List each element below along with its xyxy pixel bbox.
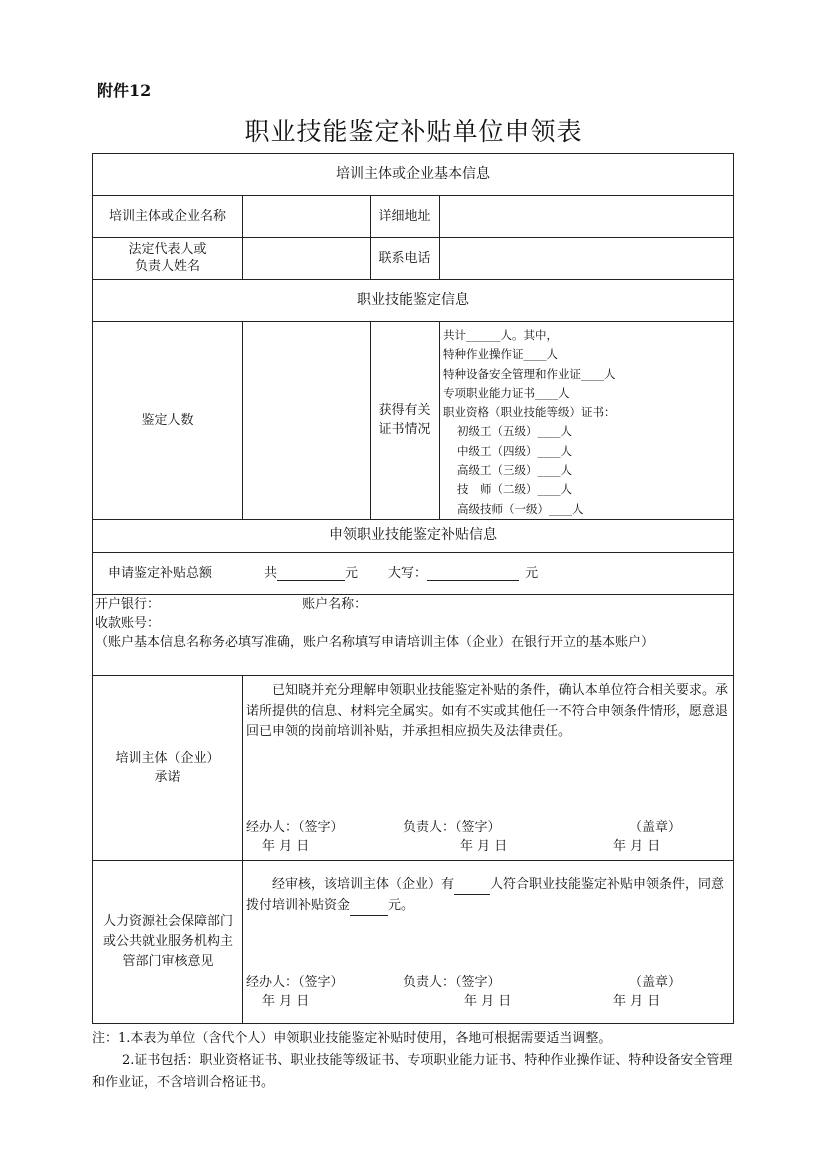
cert-level-4: 中级工（四级）____人 (457, 443, 572, 458)
label-promise (93, 675, 242, 860)
label-review-text: 人力资源社会保障部门或公共就业服务机构主管部门审核意见 (102, 914, 233, 969)
review-leader-sign: 负责人：（签字） (403, 975, 501, 990)
promise-handler-date: 年 月 日 (262, 839, 310, 854)
label-cert-line1: 获得有关 (378, 403, 431, 418)
promise-text: 已知晓并充分理解申领职业技能鉴定补贴的条件，确认本单位符合相关要求。承诺所提供的信息、材料完全属实。如有不实或其他任一不符合申领条件情形，愿意退回已申领的岗前培训补贴，并承担相应损失及法律责任。 (246, 683, 728, 739)
phone-field[interactable] (440, 238, 733, 279)
bank-note: （账户基本信息名称务必填写准确，账户名称填写申请培训主体（企业）在银行开立的基本账户） (95, 635, 655, 650)
review-amount-field[interactable] (350, 901, 388, 916)
review-signatures (246, 973, 728, 1011)
cert-level-2: 技 师（二级）____人 (457, 482, 572, 497)
address-field[interactable] (440, 196, 733, 237)
section-subsidy-info: 申领职业技能鉴定补贴信息 (329, 527, 497, 543)
page-title: 职业技能鉴定补贴单位申领表 (244, 117, 583, 146)
total-amount-words-field[interactable] (427, 566, 519, 581)
label-review (95, 860, 241, 1024)
cert-level-3: 高级工（三级）____人 (457, 463, 572, 478)
label-legal-rep (93, 237, 242, 279)
org-name-field[interactable] (243, 196, 370, 237)
review-handler-sign: 经办人：（签字） (246, 975, 344, 990)
application-table (92, 153, 734, 1024)
review-leader-date: 年 月 日 (464, 994, 512, 1009)
footnote-2: 2.证书包括：职业资格证书、职业技能等级证书、专项职业能力证书、特种作业操作证、特种设备安全管理和作业证，不含培训合格证书。 (92, 1053, 733, 1090)
promise-leader-sign: 负责人：（签字） (403, 820, 501, 835)
bank-info (95, 595, 731, 675)
cert-special-operation: 特种作业操作证____人 (443, 347, 558, 362)
review-count-field[interactable] (454, 880, 490, 895)
label-phone: 联系电话 (378, 250, 431, 266)
review-handler-date: 年 月 日 (262, 994, 310, 1009)
review-seal: （盖章） (629, 975, 682, 990)
label-account-no: 收款账号： (95, 616, 161, 631)
appraisal-count-field[interactable] (243, 322, 370, 519)
promise-leader-date: 年 月 日 (460, 839, 508, 854)
review-text-2: 人符合职业技能鉴定补贴申领条件，同意拨付培训补贴资金 (246, 877, 725, 913)
section-appraisal-info: 职业技能鉴定信息 (357, 291, 469, 308)
section-basic-info: 培训主体或企业基本信息 (336, 166, 490, 182)
label-promise-line2: 承诺 (154, 769, 181, 785)
footnote-1: 注：1.本表为单位（含代个人）申领职业技能鉴定补贴时使用，各地可根据需要适当调整。 (92, 1031, 612, 1046)
col-divider (242, 675, 243, 1024)
cert-special-ability: 专项职业能力证书____人 (443, 385, 570, 400)
col-divider (439, 321, 440, 519)
label-promise-line1: 培训主体（企业） (115, 750, 220, 766)
footnotes (92, 1028, 742, 1094)
review-seal-date: 年 月 日 (613, 994, 661, 1009)
label-address: 详细地址 (378, 208, 431, 224)
legal-rep-field[interactable] (243, 238, 370, 279)
label-appraisal-count: 鉴定人数 (141, 412, 194, 428)
review-text-3: 元。 (388, 898, 415, 913)
promise-signatures (246, 818, 728, 856)
label-cert-line2: 证书情况 (378, 422, 431, 437)
label-subsidy-total: 申请鉴定补贴总额 (108, 565, 213, 581)
cert-total: 共计______人。其中， (443, 328, 558, 342)
label-account-name: 账户名称： (302, 597, 368, 612)
attachment-label: 附件12 (97, 81, 152, 100)
label-bank: 开户银行： (95, 597, 161, 612)
certificate-list (443, 326, 733, 519)
review-text-1: 经审核，该培训主体（企业）有 (272, 877, 455, 892)
cert-level-5: 初级工（五级）____人 (457, 424, 572, 439)
cert-special-equipment: 特种设备安全管理和作业证____人 (443, 366, 616, 381)
label-daxie: 大写： (388, 565, 428, 581)
promise-seal: （盖章） (629, 820, 682, 835)
total-yuan: 元 (345, 565, 359, 581)
label-org-name: 培训主体或企业名称 (108, 208, 226, 224)
total-amount-field[interactable] (277, 566, 345, 581)
cert-level-1: 高级技师（一级）____人 (457, 501, 584, 516)
promise-handler-sign: 经办人：（签字） (246, 820, 344, 835)
review-text (246, 874, 730, 916)
cert-qualification: 职业资格（职业技能等级）证书： (443, 405, 616, 420)
total-yuan-words: 元 (525, 565, 539, 581)
subsidy-total-row (93, 552, 733, 594)
label-certificates (370, 321, 439, 519)
label-legal-line2: 负责人姓名 (134, 259, 200, 274)
label-legal-line1: 法定代表人或 (128, 242, 207, 257)
total-gong: 共 (264, 565, 278, 581)
promise-seal-date: 年 月 日 (613, 839, 661, 854)
